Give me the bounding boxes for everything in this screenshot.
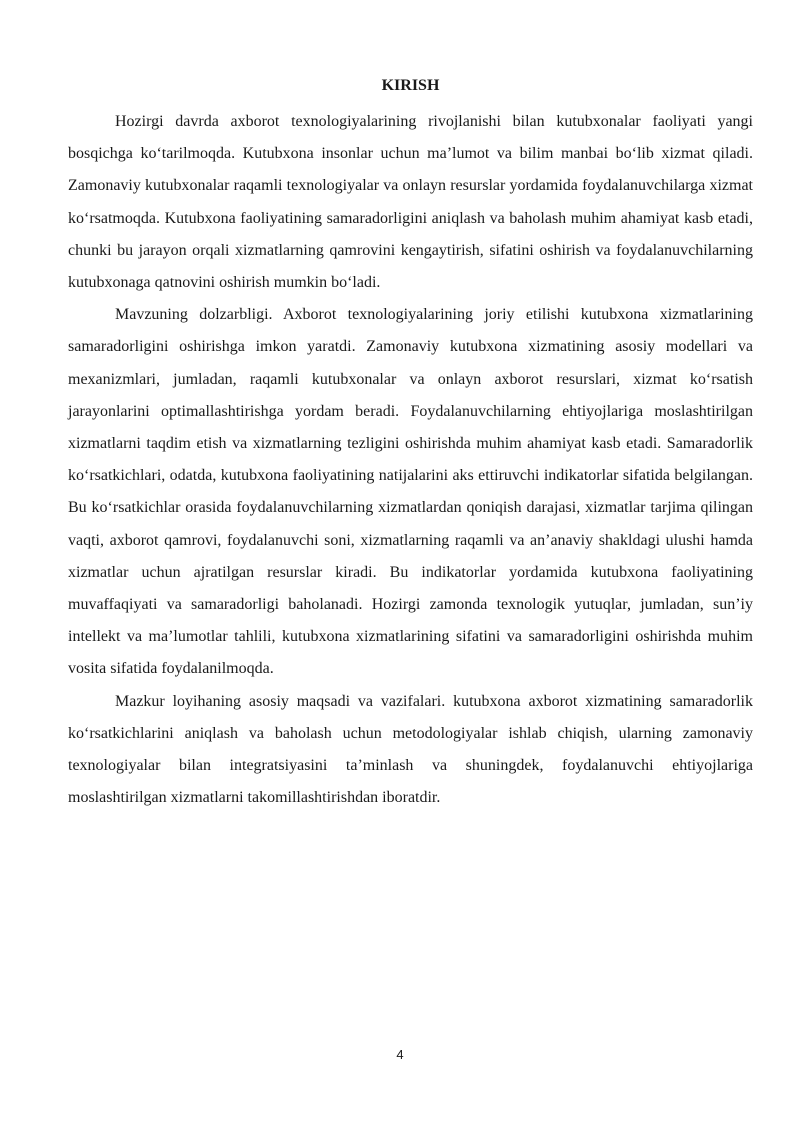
document-body xyxy=(68,72,753,814)
paragraph-goals: Mazkur loyihaning asosiy maqsadi va vazifalari. kutubxona axborot xizmatining samaradorlik ko‘rsatkichlarini aniqlash va baholash uchun metodologiyalar ishlab chiqish, ularning zamonaviy texnologiyalar bilan integratsiyasini ta’minlash va shuningdek, foydalanuvchi ehtiyojlariga moslashtirilgan xizmatlarni takomillashtirishdan iboratdir. xyxy=(68,692,753,807)
paragraph-relevance: Mavzuning dolzarbligi. Axborot texnologiyalarining joriy etilishi kutubxona xizmatlarining samaradorligini oshirishga imkon yaratdi. Zamonaviy kutubxona xizmatining asosiy modellari va mexanizmlari, jumladan, raqamli kutubxonalar va onlayn axborot resurslari, xizmat ko‘rsatish jarayonlarini optimallashtirishga yordam beradi. Foydalanuvchilarning ehtiyojlariga moslashtirilgan xizmatlarni taqdim etish va xizmatlarning tezligini oshirishda muhim ahamiyat kasb etadi. Samaradorlik ko‘rsatkichlari, odatda, kutubxona faoliyatining natijalarini aks ettiruvchi indikatorlar sifatida belgilangan. Bu ko‘rsatkichlar orasida foydalanuvchilarning xizmatlardan qoniqish darajasi, xizmatlar tarjima qilingan vaqti, axborot qamrovi, foydalanuvchi soni, xizmatlarning raqamli va an’anaviy shakldagi ulushi hamda xizmatlar uchun ajratilgan resurslar kiradi. Bu indikatorlar yordamida kutubxona faoliyatining muvaffaqiyati va samaradorligi baholanadi. Hozirgi zamonda texnologik yutuqlar, jumladan, sun’iy intellekt va ma’lumotlar tahlili, kutubxona xizmatlarining sifatini va samaradorligini oshirishda muhim vosita sifatida foydalanilmoqda. xyxy=(68,306,753,678)
section-title: KIRISH xyxy=(381,77,440,94)
page-number: 4 xyxy=(396,1047,404,1062)
paragraph-introduction: Hozirgi davrda axborot texnologiyalarining rivojlanishi bilan kutubxonalar faoliyati yangi bosqichga ko‘tarilmoqda. Kutubxona insonlar uchun ma’lumot va bilim manbai bo‘lib xizmat qiladi. Zamonaviy kutubxonalar raqamli texnologiyalar va onlayn resurslar yordamida foydalanuvchilarga xizmat ko‘rsatmoqda. Kutubxona faoliyatining samaradorligini aniqlash va baholash muhim ahamiyat kasb etadi, chunki bu jarayon orqali xizmatlarning qamrovini kengaytirish, sifatini oshirish va foydalanuvchilarning kutubxonaga qatnovini oshirish mumkin bo‘ladi. xyxy=(68,113,753,292)
